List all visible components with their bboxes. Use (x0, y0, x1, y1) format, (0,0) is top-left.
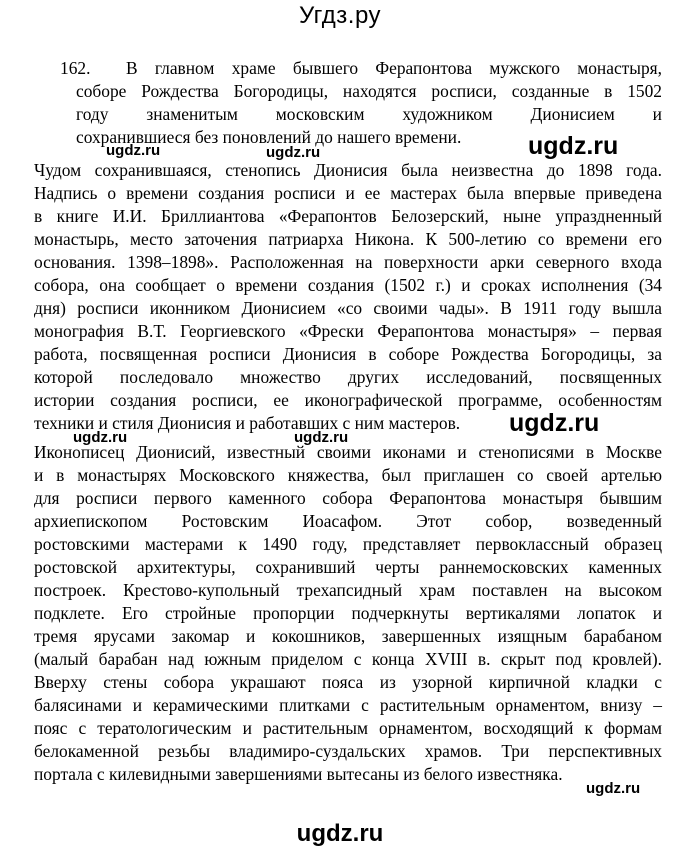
task-number: 162. (60, 58, 91, 78)
site-header: Угдз.ру (298, 2, 382, 29)
watermark-small: ugdz.ru (586, 780, 641, 797)
text-line: истории создания росписи, ее иконографической программе, особенностям (34, 390, 662, 410)
text-line: архиепископом Ростовским Иоасафом. Этот собор, возведенный (34, 511, 662, 531)
text-line: работа, посвященная росписи Дионисия в соборе Рождества Богородицы, за (34, 344, 662, 364)
text-line: (малый барабан над южным приделом с конца XVIII в. скрыт под кровлей). (34, 649, 662, 669)
text-line: Надпись о времени создания росписи и ее мастерах была впервые приведена (34, 183, 662, 203)
text-line: основания. 1398–1898». Расположенная на поверхности арки северного входа (34, 252, 662, 272)
text-line: году знаменитым московским художником Дионисием и (76, 104, 662, 124)
watermark-small: ugdz.ru (294, 429, 349, 446)
text-line: соборе Рождества Богородицы, находятся росписи, созданные в 1502 (76, 81, 662, 101)
text-line: для росписи первого каменного собора Ферапонтова монастыря бывшим (34, 488, 662, 508)
text-line: Чудом сохранившаяся, стенопись Дионисия была неизвестна до 1898 года. (34, 160, 662, 180)
watermark-small: ugdz.ru (106, 142, 161, 159)
text-line: В главном храме бывшего Ферапонтова мужского монастыря, (126, 58, 662, 78)
text-line: и в монастырях Московского княжества, был приглашен со своей артелью (34, 465, 662, 485)
text-line: построек. Крестово-купольный трехапсидный храм поставлен на высоком (34, 580, 662, 600)
text-line: ростовской архитектуры, сохранивший черты раннемосковских каменных (34, 557, 662, 577)
watermark-small: ugdz.ru (266, 144, 321, 161)
text-line: ростовскими мастерами к 1490 году, представляет первоклассный образец (34, 534, 662, 554)
text-line: монастырь, место заточения патриарха Никона. К 500-летию со времени его (34, 229, 662, 249)
text-line: Вверху стены собора украшают пояса из узорной кирпичной кладки с (34, 672, 662, 692)
text-line: сохранившиеся без поновлений до нашего времени. (76, 127, 462, 147)
text-line: монография В.Т. Георгиевского «Фрески Ферапонтова монастыря» – первая (34, 321, 662, 341)
text-line: которой последовало множество других исследований, посвященных (34, 367, 662, 387)
text-line: подклете. Его стройные пропорции подчеркнуты вертикалями лопаток и (34, 603, 662, 623)
text-line: портала с килевидными завершениями вытесаны из белого известняка. (34, 764, 563, 784)
watermark-large: ugdz.ru (528, 132, 619, 160)
text-line: балясинами и керамическими плитками с растительным орнаментом, внизу – (34, 695, 662, 715)
watermark-small: ugdz.ru (73, 429, 128, 446)
text-line: тремя ярусами закомар и кокошников, завершенных изящным барабаном (34, 626, 662, 646)
text-line: Иконописец Дионисий, известный своими иконами и стенописями в Москве (34, 442, 662, 462)
site-footer: ugdz.ru (296, 820, 384, 847)
text-line: дня) росписи иконником Дионисием «со своими чады». В 1911 году вышла (34, 298, 662, 318)
text-line: белокаменной резьбы владимиро-суздальских храмов. Три перспективных (34, 741, 662, 761)
text-line: техники и стиля Дионисия и работавших с ним мастеров. (34, 413, 461, 433)
text-line: пояс с тератологическим и растительным орнаментом, восходящий к формам (34, 718, 662, 738)
text-line: собора, она сообщает о времени создания (1502 г.) и сроках исполнения (34 (34, 275, 662, 295)
text-line: в книге И.И. Бриллиантова «Ферапонтов Белозерский, ныне упраздненный (34, 206, 662, 226)
watermark-large: ugdz.ru (509, 409, 600, 437)
